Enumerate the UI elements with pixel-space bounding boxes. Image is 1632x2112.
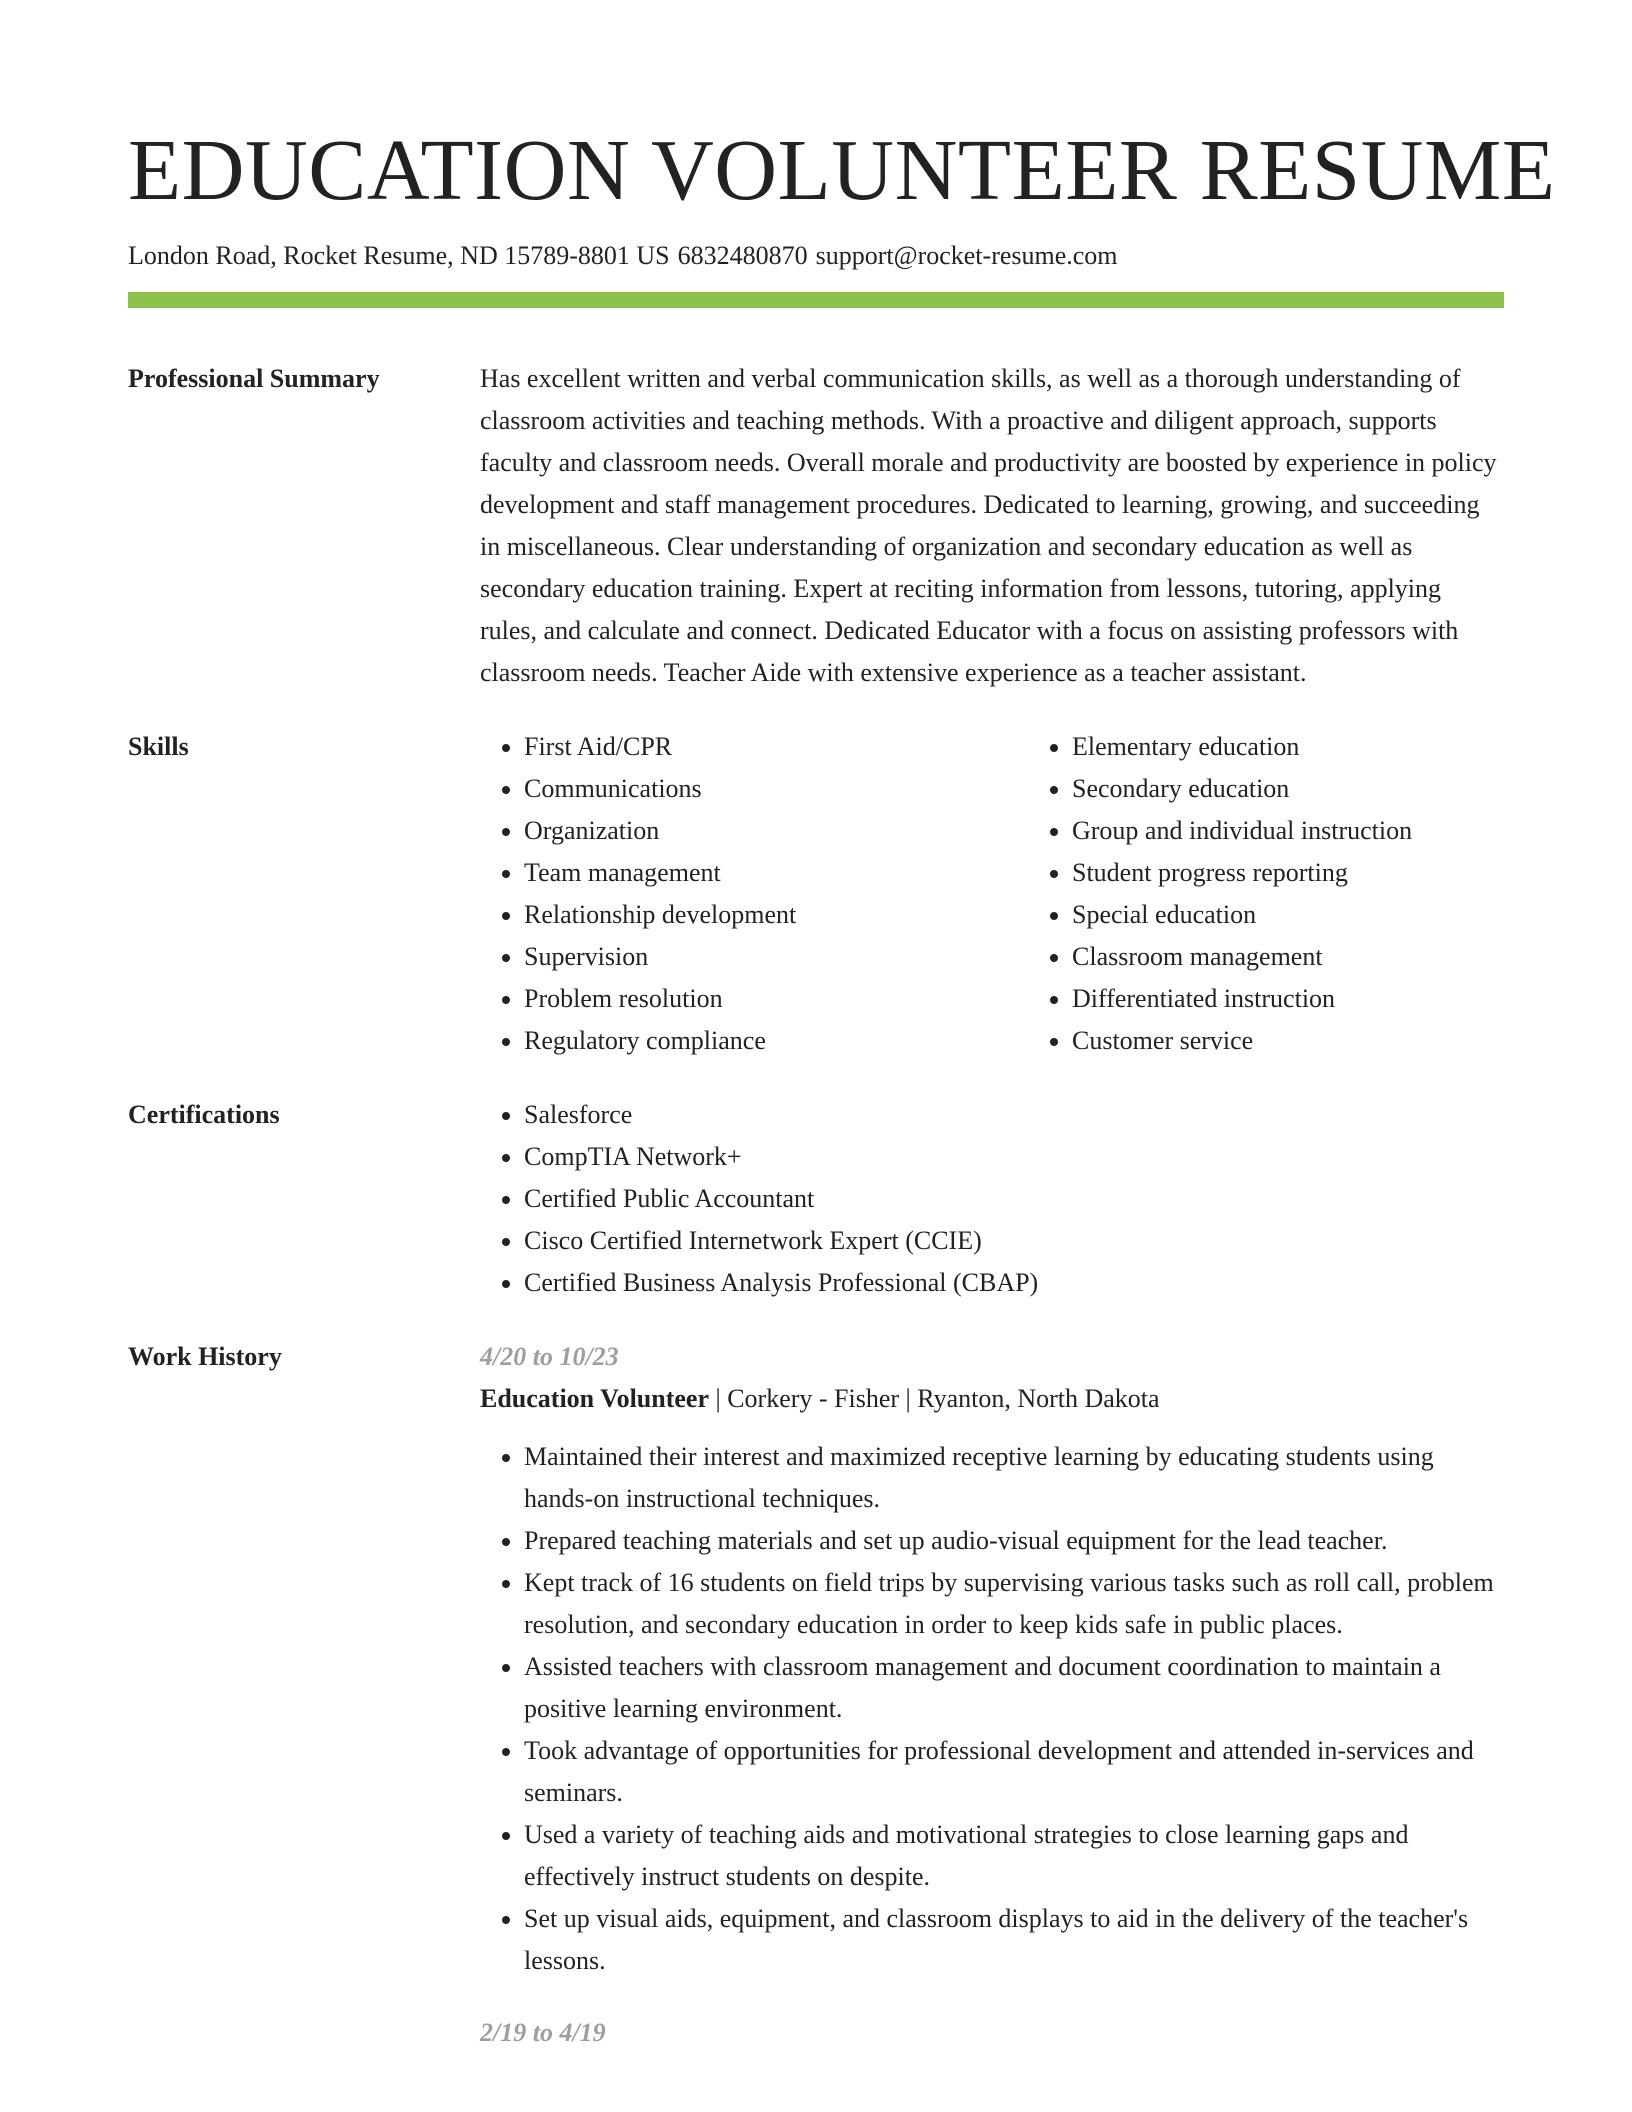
skill-item: • Elementary education (1072, 726, 1592, 768)
job-bullet: • Prepared teaching materials and set up audio-visual equipment for the lead teacher. (524, 1520, 1504, 1562)
certification-item: • Certified Public Accountant (524, 1178, 1504, 1220)
work-history-body (480, 1336, 1504, 2054)
skill-item: • Team management (524, 852, 1028, 894)
resume-title: EDUCATION VOLUNTEER RESUME (128, 121, 1556, 218)
summary-text: Has excellent written and verbal communication skills, as well as a thorough understanding of classroom activities and teaching methods. With a proactive and diligent approach, supports faculty and classroom needs. Overall morale and productivity are boosted by experience in policy development and staff management procedures. Dedicated to learning, growing, and succeeding in miscellaneous. Clear understanding of organization and secondary education as well as secondary education training. Expert at reciting information from lessons, tutoring, applying rules, and calculate and connect. Dedicated Educator with a focus on assisting professors with classroom needs. Teacher Aide with extensive experience as a teacher assistant. (480, 364, 1497, 687)
skill-item: • Relationship development (524, 894, 1028, 936)
skills-body (480, 726, 1592, 1062)
skill-item: • Special education (1072, 894, 1592, 936)
resume-page (128, 0, 1556, 2054)
skill-item: • Communications (524, 768, 1028, 810)
skill-item: • Student progress reporting (1072, 852, 1592, 894)
job-dates: 4/20 to 10/23 (480, 1342, 619, 1371)
skill-item: • Differentiated instruction (1072, 978, 1592, 1020)
skill-item: • Classroom management (1072, 936, 1592, 978)
skills-section (128, 726, 1504, 1062)
skill-item: • Organization (524, 810, 1028, 852)
job-bullet: • Used a variety of teaching aids and motivational strategies to close learning gaps and effectively instruct students on despite. (524, 1814, 1504, 1898)
job-entry (480, 1336, 1504, 1982)
section-label-certifications: Certifications (128, 1100, 280, 1129)
section-label-work-history: Work History (128, 1342, 282, 1371)
job-heading (480, 1378, 1504, 1420)
skill-item: • Regulatory compliance (524, 1020, 1028, 1062)
job-title: Education Volunteer (480, 1384, 709, 1413)
certification-item: • CompTIA Network+ (524, 1136, 1504, 1178)
certifications-section (128, 1094, 1504, 1304)
skill-item: • First Aid/CPR (524, 726, 1028, 768)
contact-phone: 6832480870 (677, 241, 808, 270)
accent-divider (128, 292, 1504, 308)
job-employer-location: | Corkery - Fisher | Ryanton, North Dakota (709, 1384, 1160, 1413)
section-label-skills: Skills (128, 732, 189, 761)
certification-item: • Certified Business Analysis Professional (CBAP) (524, 1262, 1504, 1304)
skills-list-right (1028, 726, 1592, 1062)
contact-address: London Road, Rocket Resume, ND 15789-8801 US (128, 241, 670, 270)
contact-email[interactable]: support@rocket-resume.com (815, 241, 1118, 270)
skills-list-left (480, 726, 1028, 1062)
skill-item: • Problem resolution (524, 978, 1028, 1020)
skill-item: • Supervision (524, 936, 1028, 978)
job-bullet: • Took advantage of opportunities for professional development and attended in-services and seminars. (524, 1730, 1504, 1814)
job-dates: 2/19 to 4/19 (480, 2018, 606, 2047)
summary-section (128, 358, 1504, 694)
job-bullet: • Maintained their interest and maximized receptive learning by educating students using hands-on instructional techniques. (524, 1436, 1504, 1520)
work-history-section (128, 1336, 1504, 2054)
job-bullet: • Set up visual aids, equipment, and classroom displays to aid in the delivery of the teacher's lessons. (524, 1898, 1504, 1982)
job-bullet: • Kept track of 16 students on field trips by supervising various tasks such as roll call, problem resolution, and secondary education in order to keep kids safe in public places. (524, 1562, 1504, 1646)
certifications-body (480, 1094, 1504, 1304)
skill-item: • Secondary education (1072, 768, 1592, 810)
contact-line (128, 240, 1504, 272)
skill-item: • Customer service (1072, 1020, 1592, 1062)
skill-item: • Group and individual instruction (1072, 810, 1592, 852)
job-bullet: • Assisted teachers with classroom management and document coordination to maintain a positive learning environment. (524, 1646, 1504, 1730)
summary-body (480, 358, 1504, 694)
job-entry (480, 2012, 1504, 2054)
certification-item: • Salesforce (524, 1094, 1504, 1136)
certification-item: • Cisco Certified Internetwork Expert (CCIE) (524, 1220, 1504, 1262)
certifications-list (480, 1094, 1504, 1304)
job-bullets (480, 1436, 1504, 1982)
section-label-summary: Professional Summary (128, 364, 380, 393)
